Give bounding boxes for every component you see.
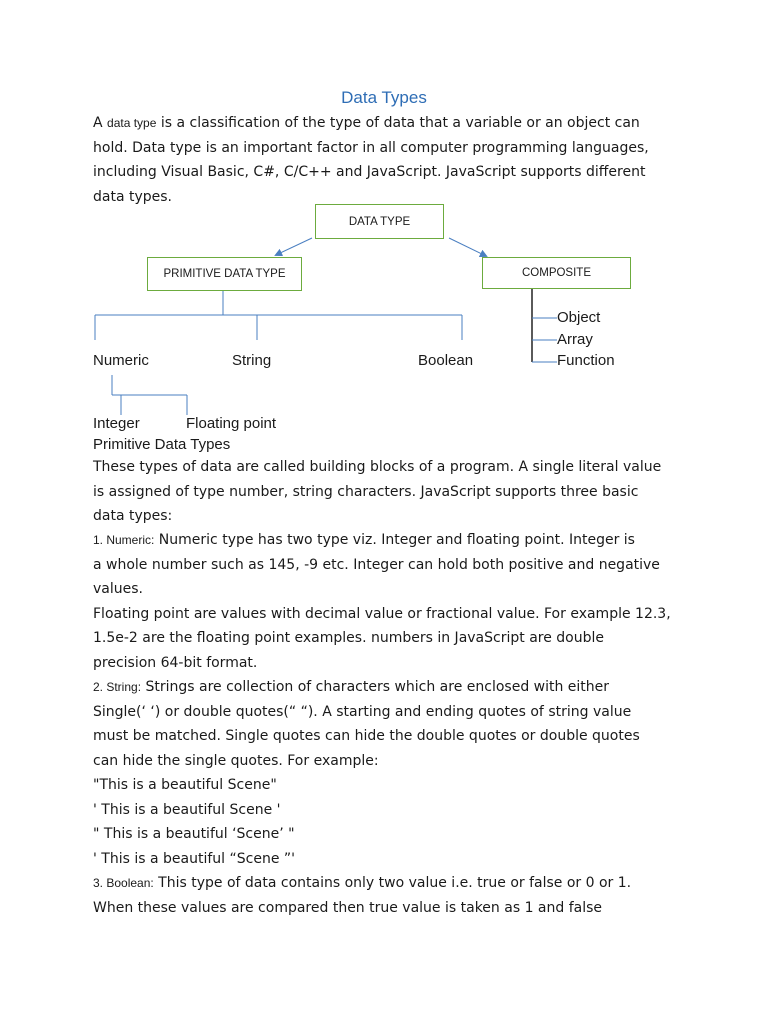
numeric-line-1	[93, 528, 693, 553]
string-line-3: must be matched. Single quotes can hide the double quotes or double quotes	[93, 728, 640, 744]
node-floating-point: Floating point	[186, 415, 277, 432]
numeric-line-5: 1.5e-2 are the floating point examples. numbers in JavaScript are double	[93, 630, 604, 646]
string-example-2: ' This is a beautiful Scene '	[93, 801, 281, 818]
primitive-heading: Primitive Data Types	[93, 436, 231, 453]
intro-line-2: hold. Data type is an important factor in all computer programming languages,	[93, 139, 649, 156]
primitive-line-2: is assigned of type number, string characters. JavaScript supports three basic	[93, 483, 639, 500]
numeric-line-6: precision 64-bit format.	[93, 654, 258, 671]
primitive-line-3: data types:	[93, 508, 173, 524]
node-function: Function	[557, 352, 615, 369]
string-line-text: Strings are collection of characters which are enclosed with either	[141, 679, 610, 695]
node-boolean: Boolean	[418, 352, 474, 369]
primitive-line-1: These types of data are called building blocks of a program. A single literal value	[93, 459, 662, 475]
node-object: Object	[557, 309, 601, 326]
numeric-label: 1. Numeric:	[93, 533, 155, 547]
node-numeric: Numeric	[93, 352, 149, 369]
arrow-to-composite	[449, 238, 486, 256]
string-section	[93, 675, 693, 871]
node-string: String	[232, 352, 272, 369]
boolean-line-2: When these values are compared then true value is taken as 1 and false	[93, 899, 603, 916]
intro-line-3: including Visual Basic, C#, C/C++ and JavaScript. JavaScript supports different	[93, 164, 646, 180]
numeric-line-2: a whole number such as 145, -9 etc. Integer can hold both positive and negative	[93, 556, 660, 573]
string-example-4: ' This is a beautiful “Scene ”'	[93, 850, 295, 867]
string-line-2: Single(‘ ‘) or double quotes(“ “). A starting and ending quotes of string value	[93, 703, 632, 720]
boolean-label: 3. Boolean:	[93, 876, 154, 890]
node-array: Array	[557, 331, 593, 348]
string-label: 2. String:	[93, 680, 142, 694]
intro-prefix: A	[93, 115, 108, 131]
numeric-line-3: values.	[93, 581, 143, 597]
string-line-1	[93, 675, 693, 700]
intro-line-1	[93, 111, 693, 136]
string-example-3: " This is a beautiful ‘Scene’ "	[93, 826, 295, 842]
node-composite: COMPOSITE	[482, 257, 631, 289]
node-data-type: DATA TYPE	[315, 204, 444, 239]
primitive-paragraph	[93, 455, 693, 529]
page-title: Data Types	[341, 88, 427, 107]
numeric-line-4: Floating point are values with decimal value or fractional value. For example 12.3,	[93, 605, 671, 622]
string-example-1: "This is a beautiful Scene"	[93, 777, 277, 793]
intro-paragraph	[93, 111, 693, 209]
node-primitive-data-type: PRIMITIVE DATA TYPE	[147, 257, 302, 291]
intro-line-text: is a classification of the type of data that a variable or an object can	[156, 115, 640, 131]
intro-term: data type	[107, 116, 157, 130]
numeric-section	[93, 528, 693, 675]
boolean-section	[93, 871, 693, 920]
node-integer: Integer	[93, 415, 140, 432]
numeric-line-text: Numeric type has two type viz. Integer and floating point. Integer is	[154, 532, 635, 548]
intro-line-4: data types.	[93, 188, 173, 205]
boolean-line-text: This type of data contains only two value i.e. true or false or 0 or 1.	[153, 875, 632, 891]
string-line-4: can hide the single quotes. For example:	[93, 752, 379, 769]
boolean-line-1	[93, 871, 693, 896]
arrow-to-primitive	[276, 238, 312, 255]
